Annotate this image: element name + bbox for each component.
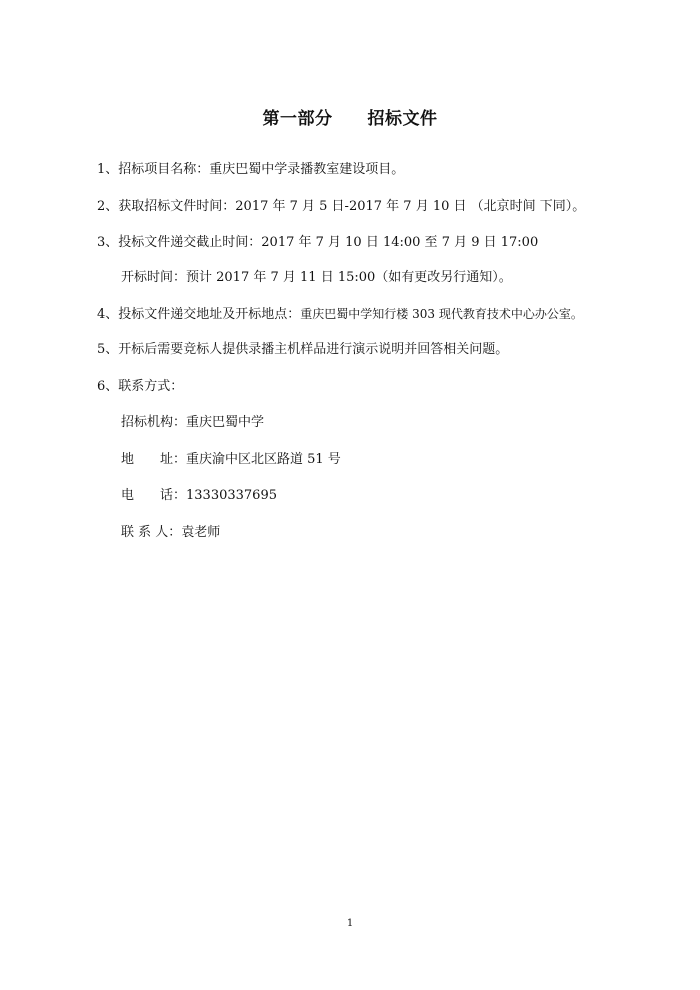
contact-person: 联 系 人：袁老师 <box>121 525 221 540</box>
submission-address-label: 4、投标文件递交地址及开标地点： <box>97 307 301 322</box>
item-opening-time: 开标时间：预计 2017 年 7 月 11 日 15:00（如有更改另行通知）。 <box>121 270 512 285</box>
contact-phone: 电 话：13330337695 <box>121 488 277 503</box>
page-number: 1 <box>346 918 354 929</box>
item-contact-heading: 6、联系方式： <box>97 379 184 394</box>
page-title: 第一部分 招标文件 <box>262 109 438 129</box>
contact-org: 招标机构：重庆巴蜀中学 <box>121 415 265 430</box>
item-project-name: 1、招标项目名称：重庆巴蜀中学录播教室建设项目。 <box>97 162 405 177</box>
item-document-time: 2、获取招标文件时间：2017 年 7 月 5 日-2017 年 7 月 10 日 （北京时间 下同）。 <box>97 199 586 214</box>
item-submission-deadline: 3、投标文件递交截止时间：2017 年 7 月 10 日 14:00 至 7 月 9 日 17:00 <box>97 235 539 250</box>
contact-address: 地 址：重庆渝中区北区路道 51 号 <box>121 452 341 467</box>
item-sample-demo: 5、开标后需要竞标人提供录播主机样品进行演示说明并回答相关问题。 <box>97 342 509 357</box>
submission-address-value: 重庆巴蜀中学知行楼 303 现代教育技术中心办公室。 <box>300 307 583 321</box>
item-submission-address <box>97 305 583 324</box>
